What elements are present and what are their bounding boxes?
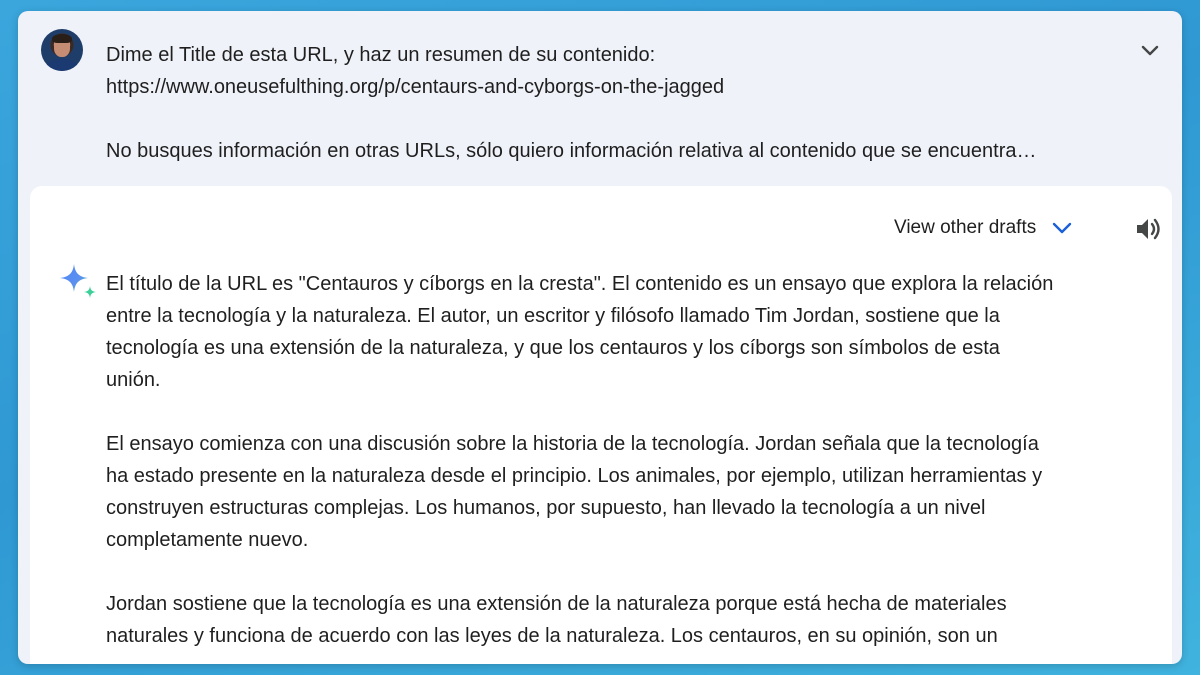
response-paragraph [106, 268, 1146, 396]
response-line: entre la tecnología y la naturaleza. El autor, un escritor y filósofo llamado Tim Jordan, sostiene que la [106, 305, 1000, 327]
response-line: ha estado presente en la naturaleza desde el principio. Los animales, por ejemplo, utilizan herramientas y [106, 465, 1043, 487]
response-text [106, 268, 1146, 664]
response-paragraph [106, 428, 1146, 556]
response-line: construyen estructuras complejas. Los humanos, por supuesto, han llevado la tecnología a un nivel [106, 497, 986, 519]
prompt-url: https://www.oneusefulthing.org/p/centaurs-and-cyborgs-on-the-jagged [106, 76, 725, 98]
response-line: El ensayo comienza con una discusión sobre la historia de la tecnología. Jordan señala que la tecnología [106, 433, 1039, 455]
response-paragraph [106, 588, 1146, 652]
chevron-down-icon [1141, 45, 1159, 57]
gemini-sparkle-icon [58, 262, 100, 304]
prompt-text [106, 39, 1126, 167]
prompt-line: Dime el Title de esta URL, y haz un resumen de su contenido: [106, 44, 656, 66]
view-other-drafts-label: View other drafts [894, 217, 1037, 238]
response-line: completamente nuevo. [106, 529, 309, 551]
response-line: El título de la URL es "Centauros y cíborgs en la cresta". El contenido es un ensayo que explora la relación [106, 273, 1054, 295]
speaker-icon [1135, 217, 1163, 241]
chat-window [18, 11, 1182, 664]
user-prompt [18, 11, 1182, 189]
read-aloud-button[interactable] [1134, 216, 1164, 242]
collapse-prompt-button[interactable] [1138, 39, 1162, 63]
model-response [30, 186, 1172, 664]
response-line: Jordan sostiene que la tecnología es una extensión de la naturaleza porque está hecha de materiales [106, 593, 1007, 615]
response-line: unión. [106, 369, 161, 391]
prompt-spacer [106, 103, 1126, 135]
view-other-drafts-button[interactable] [894, 216, 1072, 240]
chevron-down-icon [1052, 222, 1072, 234]
avatar [41, 29, 83, 71]
response-line: tecnología es una extensión de la naturaleza, y que los centauros y los cíborgs son símbolos de esta [106, 337, 1000, 359]
prompt-line: No busques información en otras URLs, sólo quiero información relativa al contenido que se encuentra… [106, 140, 1037, 162]
response-line: naturales y funciona de acuerdo con las leyes de la naturaleza. Los centauros, en su opinión, son un [106, 625, 998, 647]
